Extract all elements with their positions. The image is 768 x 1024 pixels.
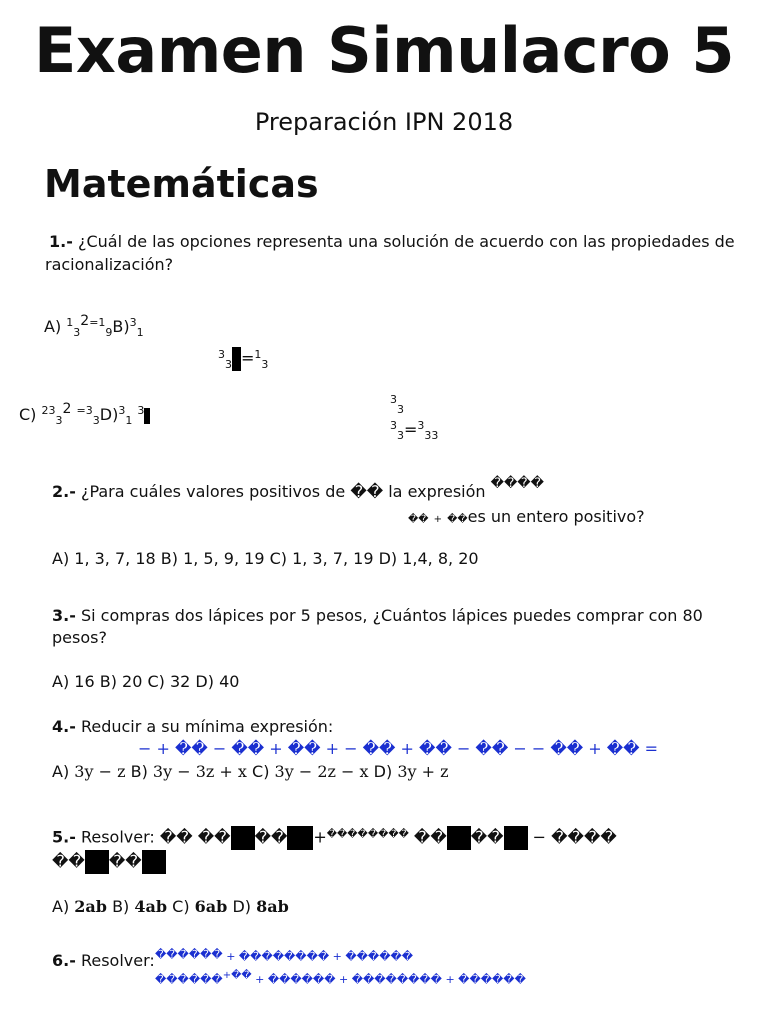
q5-options: A) 2ab B) 4ab C) 6ab D) 8ab bbox=[52, 897, 289, 916]
redacted-block bbox=[85, 850, 109, 874]
redacted-block bbox=[504, 826, 528, 850]
q4-line1: 4.- Reducir a su mínima expresión: bbox=[52, 717, 334, 736]
q1-option-b-fraction: $^3_3$ =$^1_3$ bbox=[218, 347, 269, 371]
q1-number: 1.- bbox=[49, 232, 73, 251]
q2-number: 2.- bbox=[52, 482, 76, 501]
q3-line2: pesos? bbox=[52, 628, 107, 647]
page-subtitle: Preparación IPN 2018 bbox=[254, 108, 514, 136]
q3-line1: 3.- Si compras dos lápices por 5 pesos, ¿Cuántos lápices puedes comprar con 80 bbox=[52, 606, 703, 625]
q1-option-d-bottom: $^3_3$=$^3_{33}$ bbox=[390, 419, 439, 442]
q1-line1 bbox=[45, 231, 735, 253]
q1-options-cd: C) $^{23}_3$2 $^{=3}_3$D)$^3_1$ $^3$ bbox=[19, 404, 150, 428]
q5-line2: �� �� bbox=[52, 850, 166, 874]
q4-options: A) 3y − z B) 3y − 3z + x C) 3y − 2z − x D) 3y + z bbox=[52, 762, 449, 781]
redacted-block bbox=[287, 826, 313, 850]
q3-number: 3.- bbox=[52, 606, 76, 625]
section-title: Matemáticas bbox=[44, 162, 319, 206]
q1-options-ab: A) $^1_32^{=1}_9B)^3_1$ bbox=[44, 313, 144, 339]
redacted-block bbox=[231, 826, 255, 850]
q5-number: 5.- bbox=[52, 827, 76, 847]
redacted-block bbox=[144, 408, 150, 424]
q4-expression: − + �� − �� + �� + − �� + �� − �� − − �� + �� = bbox=[138, 739, 659, 758]
q2-line1: 2.- ¿Para cuáles valores positivos de �� la expresión ���� bbox=[52, 476, 544, 501]
redacted-block bbox=[142, 850, 166, 874]
q6-number: 6.- bbox=[52, 951, 76, 970]
q4-number: 4.- bbox=[52, 717, 76, 736]
redacted-block bbox=[232, 347, 241, 371]
q2-options: A) 1, 3, 7, 18 B) 1, 5, 9, 19 C) 1, 3, 7, 19 D) 1,4, 8, 20 bbox=[52, 549, 479, 568]
q1-option-d-top: $^3_3$ bbox=[390, 393, 404, 416]
q2-line2: �� + ��es un entero positivo? bbox=[408, 507, 645, 526]
q6-expression-line1: ������ + �������� + ������ bbox=[155, 948, 414, 963]
q6-line1: 6.- Resolver: bbox=[52, 951, 155, 970]
q5-line1: 5.- Resolver: �� �� �� +�������� �� �� − ���� bbox=[52, 826, 617, 852]
page-title: Examen Simulacro 5 bbox=[34, 14, 734, 87]
q1-text-1: ¿Cuál de las opciones representa una solución de acuerdo con las propiedades de bbox=[77, 232, 735, 251]
q3-options: A) 16 B) 20 C) 32 D) 40 bbox=[52, 672, 240, 691]
q6-expression-line2: ������+�� + ������ + �������� + ������ bbox=[155, 970, 526, 986]
q1-line2: racionalización? bbox=[45, 255, 174, 274]
redacted-block bbox=[447, 826, 471, 850]
